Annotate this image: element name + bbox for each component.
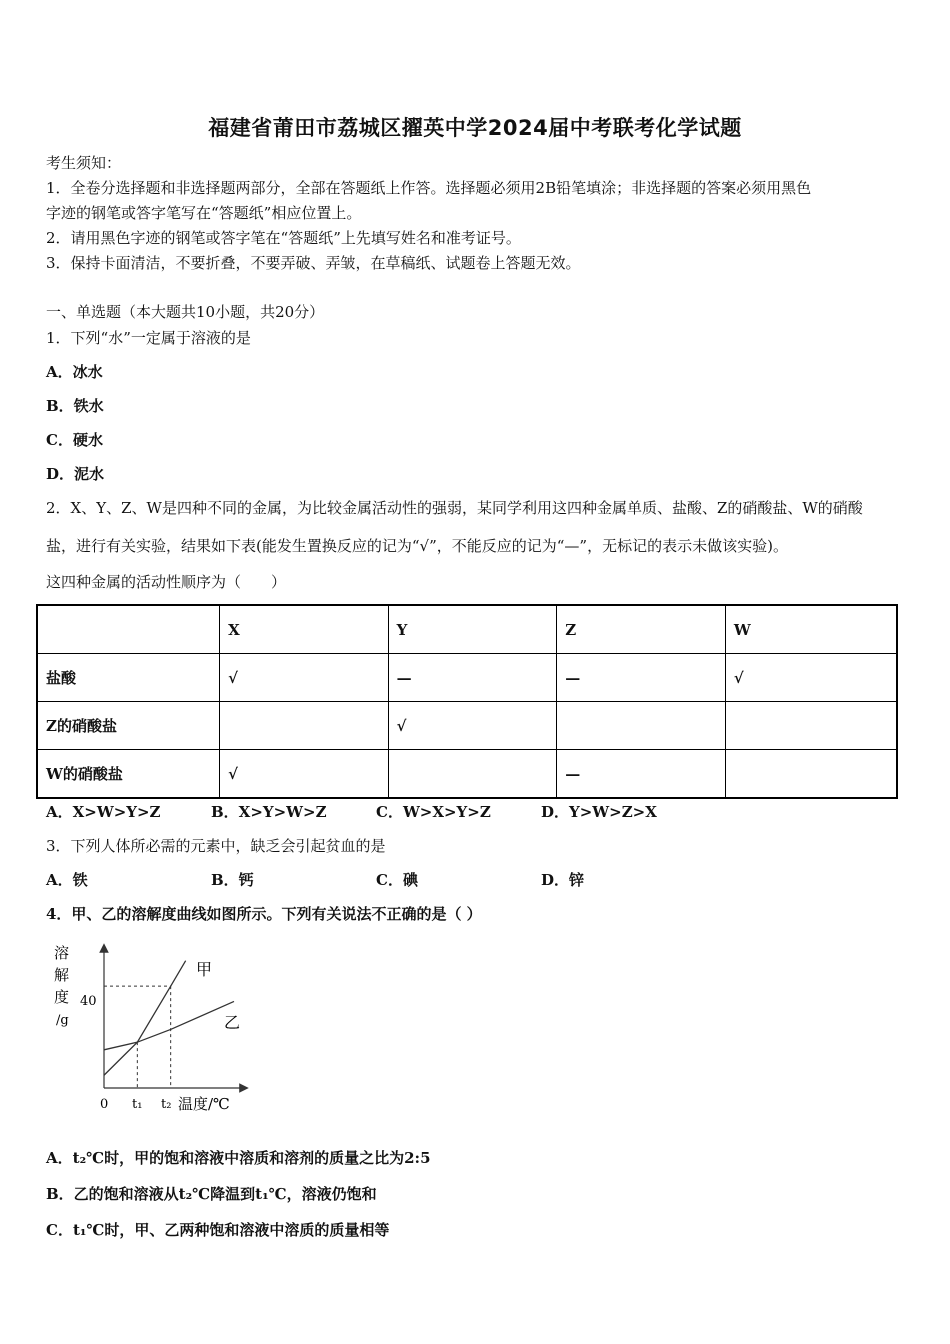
q4-option-a: A．t₂℃时，甲的饱和溶液中溶质和溶剂的质量之比为2:5: [46, 1149, 431, 1167]
q4-option-b: B．乙的饱和溶液从t₂℃降温到t₁℃，溶液仍饱和: [46, 1185, 377, 1203]
x-tick-label: t₂: [161, 1097, 172, 1112]
series-group: [104, 961, 234, 1076]
table-row: [37, 750, 897, 799]
table-header-cell: [37, 605, 220, 654]
q2-options: [46, 801, 657, 822]
table-cell: √: [725, 654, 897, 702]
q4-option-c: C．t₁℃时，甲、乙两种饱和溶液中溶质的质量相等: [46, 1221, 390, 1239]
y-axis-label-char: 溶: [54, 944, 70, 962]
q2-results-table: [36, 604, 898, 799]
table-row: [37, 654, 897, 702]
series-label-jia: 甲: [196, 960, 213, 979]
table-header-cell: X: [220, 605, 389, 654]
series-line-yi: [104, 1001, 234, 1049]
q1-option-d: D．泥水: [46, 465, 105, 483]
q3-option-d: D．锌: [541, 871, 585, 889]
table-header-cell: Z: [557, 605, 726, 654]
solubility-chart: [46, 938, 256, 1118]
y-tick-label: 40: [80, 994, 97, 1009]
table-row: [37, 702, 897, 750]
q2-option-c: C．W>X>Y>Z: [376, 803, 491, 821]
table-cell: √: [220, 750, 389, 799]
section-heading: 一、单选题（本大题共10小题，共20分）: [46, 303, 325, 321]
table-cell: —: [557, 750, 726, 799]
q1-option-c: C．硬水: [46, 431, 103, 449]
notice-item-2: 2．请用黑色字迹的钢笔或答字笔在“答题纸”上先填写姓名和准考证号。: [46, 229, 521, 247]
table-cell: Z的硝酸盐: [37, 702, 220, 750]
notice-heading: 考生须知：: [46, 154, 122, 172]
table-cell: [388, 750, 557, 799]
y-axis-label-char: 度: [54, 988, 70, 1006]
q2-stem-line-3: 这四种金属的活动性顺序为（ ）: [46, 573, 287, 591]
q1-option-b: B．铁水: [46, 397, 104, 415]
table-cell: [557, 702, 726, 750]
table-cell: [725, 702, 897, 750]
q2-option-b: B．X>Y>W>Z: [211, 803, 327, 821]
q3-option-a: A．铁: [46, 871, 88, 889]
table-cell: [725, 750, 897, 799]
q1-stem: 1．下列“水”一定属于溶液的是: [46, 329, 251, 347]
table-header-row: [37, 605, 897, 654]
notice-item-1-line-2: 字迹的钢笔或答字笔写在“答题纸”相应位置上。: [46, 204, 362, 222]
q3-stem: 3．下列人体所必需的元素中，缺乏会引起贫血的是: [46, 837, 386, 855]
q3-option-b: B．钙: [211, 871, 254, 889]
table-cell: —: [557, 654, 726, 702]
x-tick-label: 0: [100, 1097, 109, 1112]
q4-stem: 4．甲、乙的溶解度曲线如图所示。下列有关说法不正确的是（ ）: [46, 905, 482, 923]
y-axis-label-char: 解: [54, 966, 70, 984]
page-title: 福建省莆田市荔城区擢英中学2024届中考联考化学试题: [208, 116, 742, 140]
table-cell: 盐酸: [37, 654, 220, 702]
table-header-cell: Y: [388, 605, 557, 654]
guide-lines: [104, 986, 171, 1088]
q1-option-a: A．冰水: [46, 363, 103, 381]
series-label-yi: 乙: [224, 1013, 241, 1032]
q3-option-c: C．碘: [376, 871, 418, 889]
q2-stem-line-2: 盐，进行有关实验，结果如下表(能发生置换反应的记为“√”，不能反应的记为“—”，无标记的表示未做该实验)。: [46, 537, 788, 555]
table-cell: —: [388, 654, 557, 702]
x-tick-label: t₁: [132, 1097, 143, 1112]
series-line-jia: [104, 961, 186, 1076]
table-cell: W的硝酸盐: [37, 750, 220, 799]
table-cell: √: [220, 654, 389, 702]
notice-item-3: 3．保持卡面清洁，不要折叠，不要弄破、弄皱，在草稿纸、试题卷上答题无效。: [46, 254, 581, 272]
q2-option-d: D．Y>W>Z>X: [541, 803, 657, 821]
q2-stem-line-1: 2．X、Y、Z、W是四种不同的金属，为比较金属活动性的强弱，某同学利用这四种金属单质、盐酸、Z的硝酸盐、W的硝酸: [46, 499, 863, 517]
y-axis-label-char: /g: [56, 1013, 69, 1028]
notice-item-1-line-1: 1．全卷分选择题和非选择题两部分，全部在答题纸上作答。选择题必须用2B铅笔填涂；非选择题的答案必须用黑色: [46, 179, 812, 197]
table-header-cell: W: [725, 605, 897, 654]
x-axis-label: 温度/℃: [178, 1095, 230, 1113]
q3-options: [46, 869, 584, 890]
q2-option-a: A．X>W>Y>Z: [46, 803, 161, 821]
table-cell: √: [388, 702, 557, 750]
table-cell: [220, 702, 389, 750]
